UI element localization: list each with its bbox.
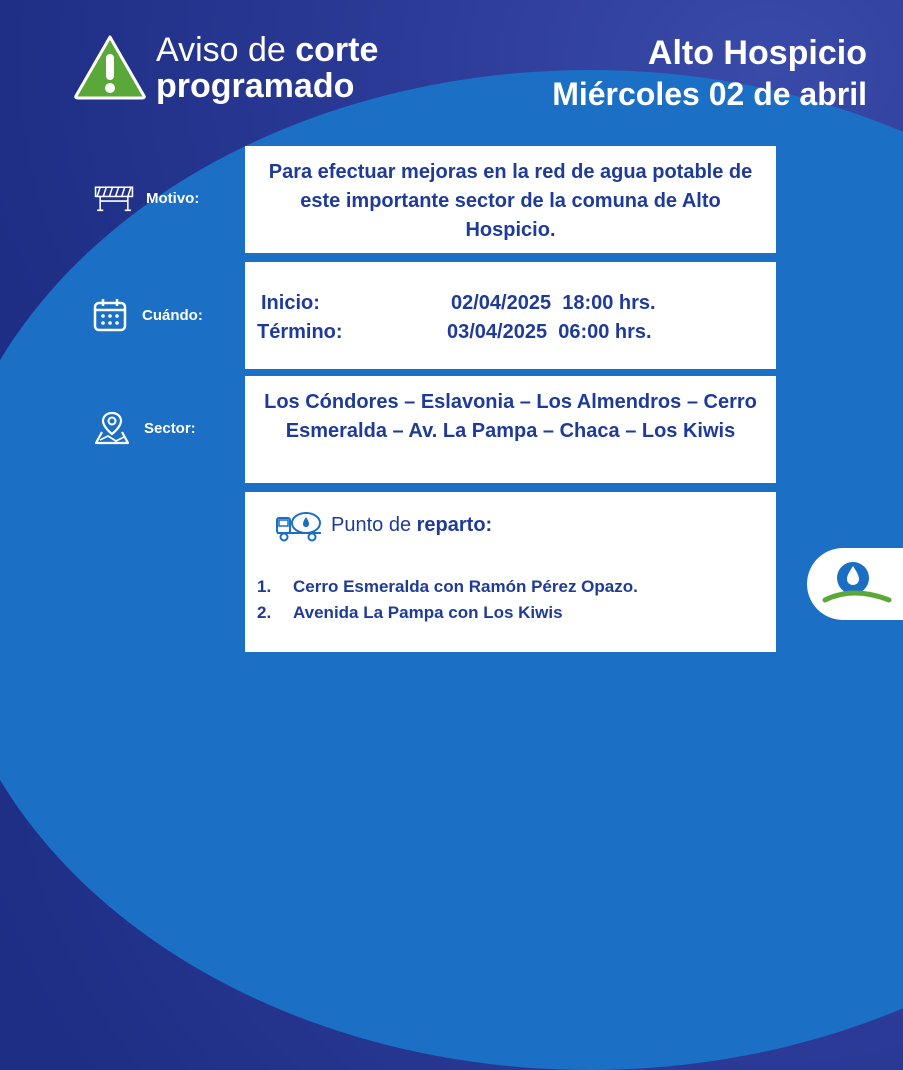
notice-title — [74, 32, 404, 104]
inicio-value: 02/04/2025 18:00 hrs. — [451, 292, 656, 314]
sector-text: Los Cóndores – Eslavonia – Los Almendros – Cerro Esmeralda – Av. La Pampa – Chaca – Los Kiwis — [264, 391, 757, 442]
sector-label — [92, 410, 196, 446]
barrier-icon — [94, 180, 134, 216]
inicio-label: Inicio: — [261, 292, 320, 314]
list-item-text: Cerro Esmeralda con Ramón Pérez Opazo. — [293, 577, 638, 596]
sector-box — [245, 376, 776, 483]
cuando-box — [245, 262, 776, 369]
termino-row — [245, 318, 776, 347]
title-part2: corte — [295, 31, 379, 69]
motivo-label-text: Motivo: — [146, 189, 200, 207]
punto-title-part1: Punto de — [331, 513, 417, 536]
inicio-row — [245, 289, 776, 318]
date: Miércoles 02 de abril — [552, 76, 867, 112]
water-truck-icon — [275, 508, 323, 542]
motivo-text: Para efectuar mejoras en la red de agua potable de este importante sector de la comuna de Alto Hospicio. — [268, 161, 753, 241]
company-logo — [807, 548, 903, 620]
termino-value: 03/04/2025 06:00 hrs. — [447, 321, 652, 343]
list-item-number: 1. — [257, 577, 272, 596]
punto-box — [245, 492, 776, 652]
cuando-label-text: Cuándo: — [142, 306, 203, 324]
list-item-number: 2. — [257, 603, 272, 622]
city: Alto Hospicio — [647, 34, 867, 72]
list-item-text: Avenida La Pampa con Los Kiwis — [293, 603, 563, 622]
termino-label: Término: — [257, 321, 343, 343]
punto-list — [257, 574, 638, 626]
motivo-label — [94, 180, 199, 216]
sector-label-text: Sector: — [144, 419, 196, 437]
list-item — [257, 574, 638, 600]
punto-header — [275, 508, 492, 542]
list-item — [257, 600, 638, 626]
punto-title-part2: reparto: — [416, 513, 493, 536]
title-part1: Aviso de — [156, 31, 296, 69]
map-pin-icon — [92, 410, 132, 446]
cuando-label — [90, 297, 203, 333]
water-drop-logo-icon — [807, 548, 903, 620]
warning-icon — [74, 34, 146, 100]
title-line2: programado — [156, 67, 355, 105]
location-date — [552, 32, 867, 114]
calendar-icon — [90, 297, 130, 333]
motivo-box — [245, 146, 776, 253]
